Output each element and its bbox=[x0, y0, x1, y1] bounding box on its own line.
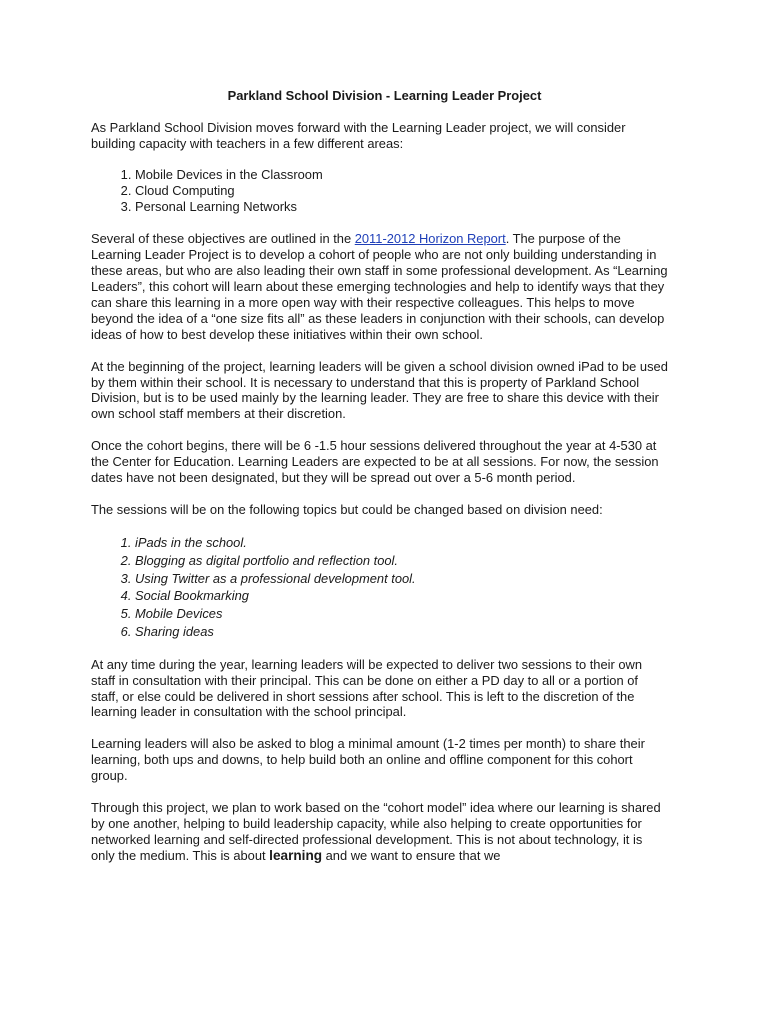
list-item: 6. Sharing ideas bbox=[135, 623, 668, 641]
page-title: Parkland School Division - Learning Leader Project bbox=[227, 88, 542, 103]
purpose-paragraph bbox=[91, 231, 668, 342]
horizon-report-link[interactable]: 2011-2012 Horizon Report bbox=[354, 231, 506, 247]
staff-sessions-paragraph: At any time during the year, learning leaders will be expected to deliver two sessions to their own staff in consultation with their principal. This can be done on either a PD day to all or a portion of staff, or else could be delivered in short sessions after school. This is left to the discretion of the learning leader in consultation with the school principal. bbox=[91, 656, 643, 720]
cohort-text-start: Through this project, we plan to work based on the “cohort model” idea where our learning is shared by one another, helping to build leadership capacity, while also helping to create opportunities for networked learning and self-directed professional development. This is not about technology, it is only the medium. This is about bbox=[91, 800, 661, 863]
list-item: 3. Personal Learning Networks bbox=[135, 199, 668, 215]
cohort-text-end: and we want to ensure that we bbox=[322, 847, 501, 863]
list-item: 4. Social Bookmarking bbox=[135, 587, 668, 605]
purpose-text-start: Several of these objectives are outlined in the bbox=[91, 231, 355, 247]
list-item: 5. Mobile Devices bbox=[135, 605, 668, 623]
cohort-model-paragraph bbox=[91, 800, 668, 864]
list-item: 1. iPads in the school. bbox=[135, 534, 668, 552]
list-item: 2. Blogging as digital portfolio and reflection tool. bbox=[135, 552, 668, 570]
intro-paragraph: As Parkland School Division moves forward with the Learning Leader project, we will consider building capacity with teachers in a few different areas: bbox=[91, 119, 626, 151]
list-item: 1. Mobile Devices in the Classroom bbox=[135, 167, 668, 183]
ipad-paragraph: At the beginning of the project, learning leaders will be given a school division owned iPad to be used by them within their school. It is necessary to understand that this is property of Parkland School Division, but is to be used mainly by the learning leader. They are free to share this device with their own school staff members at their discretion. bbox=[91, 358, 668, 422]
purpose-text-end: . The purpose of the Learning Leader Project is to develop a cohort of people who are not only building understanding in these areas, but who are also leading their own staff in some professional development. As “Learning Leaders”, this cohort will learn about these emerging technologies and help to identify ways that they can share this learning in a more open way with their respective colleagues. This helps to move beyond the idea of a “one size fits all” as these leaders in conjunction with their schools, can develop ideas of how to best develop these initiatives within their own school. bbox=[91, 231, 668, 342]
topics-list bbox=[91, 534, 668, 641]
learning-emphasis: learning bbox=[269, 847, 323, 863]
areas-list bbox=[91, 167, 668, 216]
blog-paragraph: Learning leaders will also be asked to blog a minimal amount (1-2 times per month) to share their learning, both ups and downs, to help build both an online and offline component for this cohort group. bbox=[91, 736, 645, 784]
list-item: 2. Cloud Computing bbox=[135, 183, 668, 199]
list-item: 3. Using Twitter as a professional development tool. bbox=[135, 570, 668, 588]
topics-intro-paragraph: The sessions will be on the following topics but could be changed based on division need: bbox=[91, 502, 603, 518]
sessions-paragraph: Once the cohort begins, there will be 6 -1.5 hour sessions delivered throughout the year at 4-530 at the Center for Education. Learning Leaders are expected to be at all sessions. For now, the session dates have not been designated, but they will be spread out over a 5-6 month period. bbox=[91, 438, 659, 486]
